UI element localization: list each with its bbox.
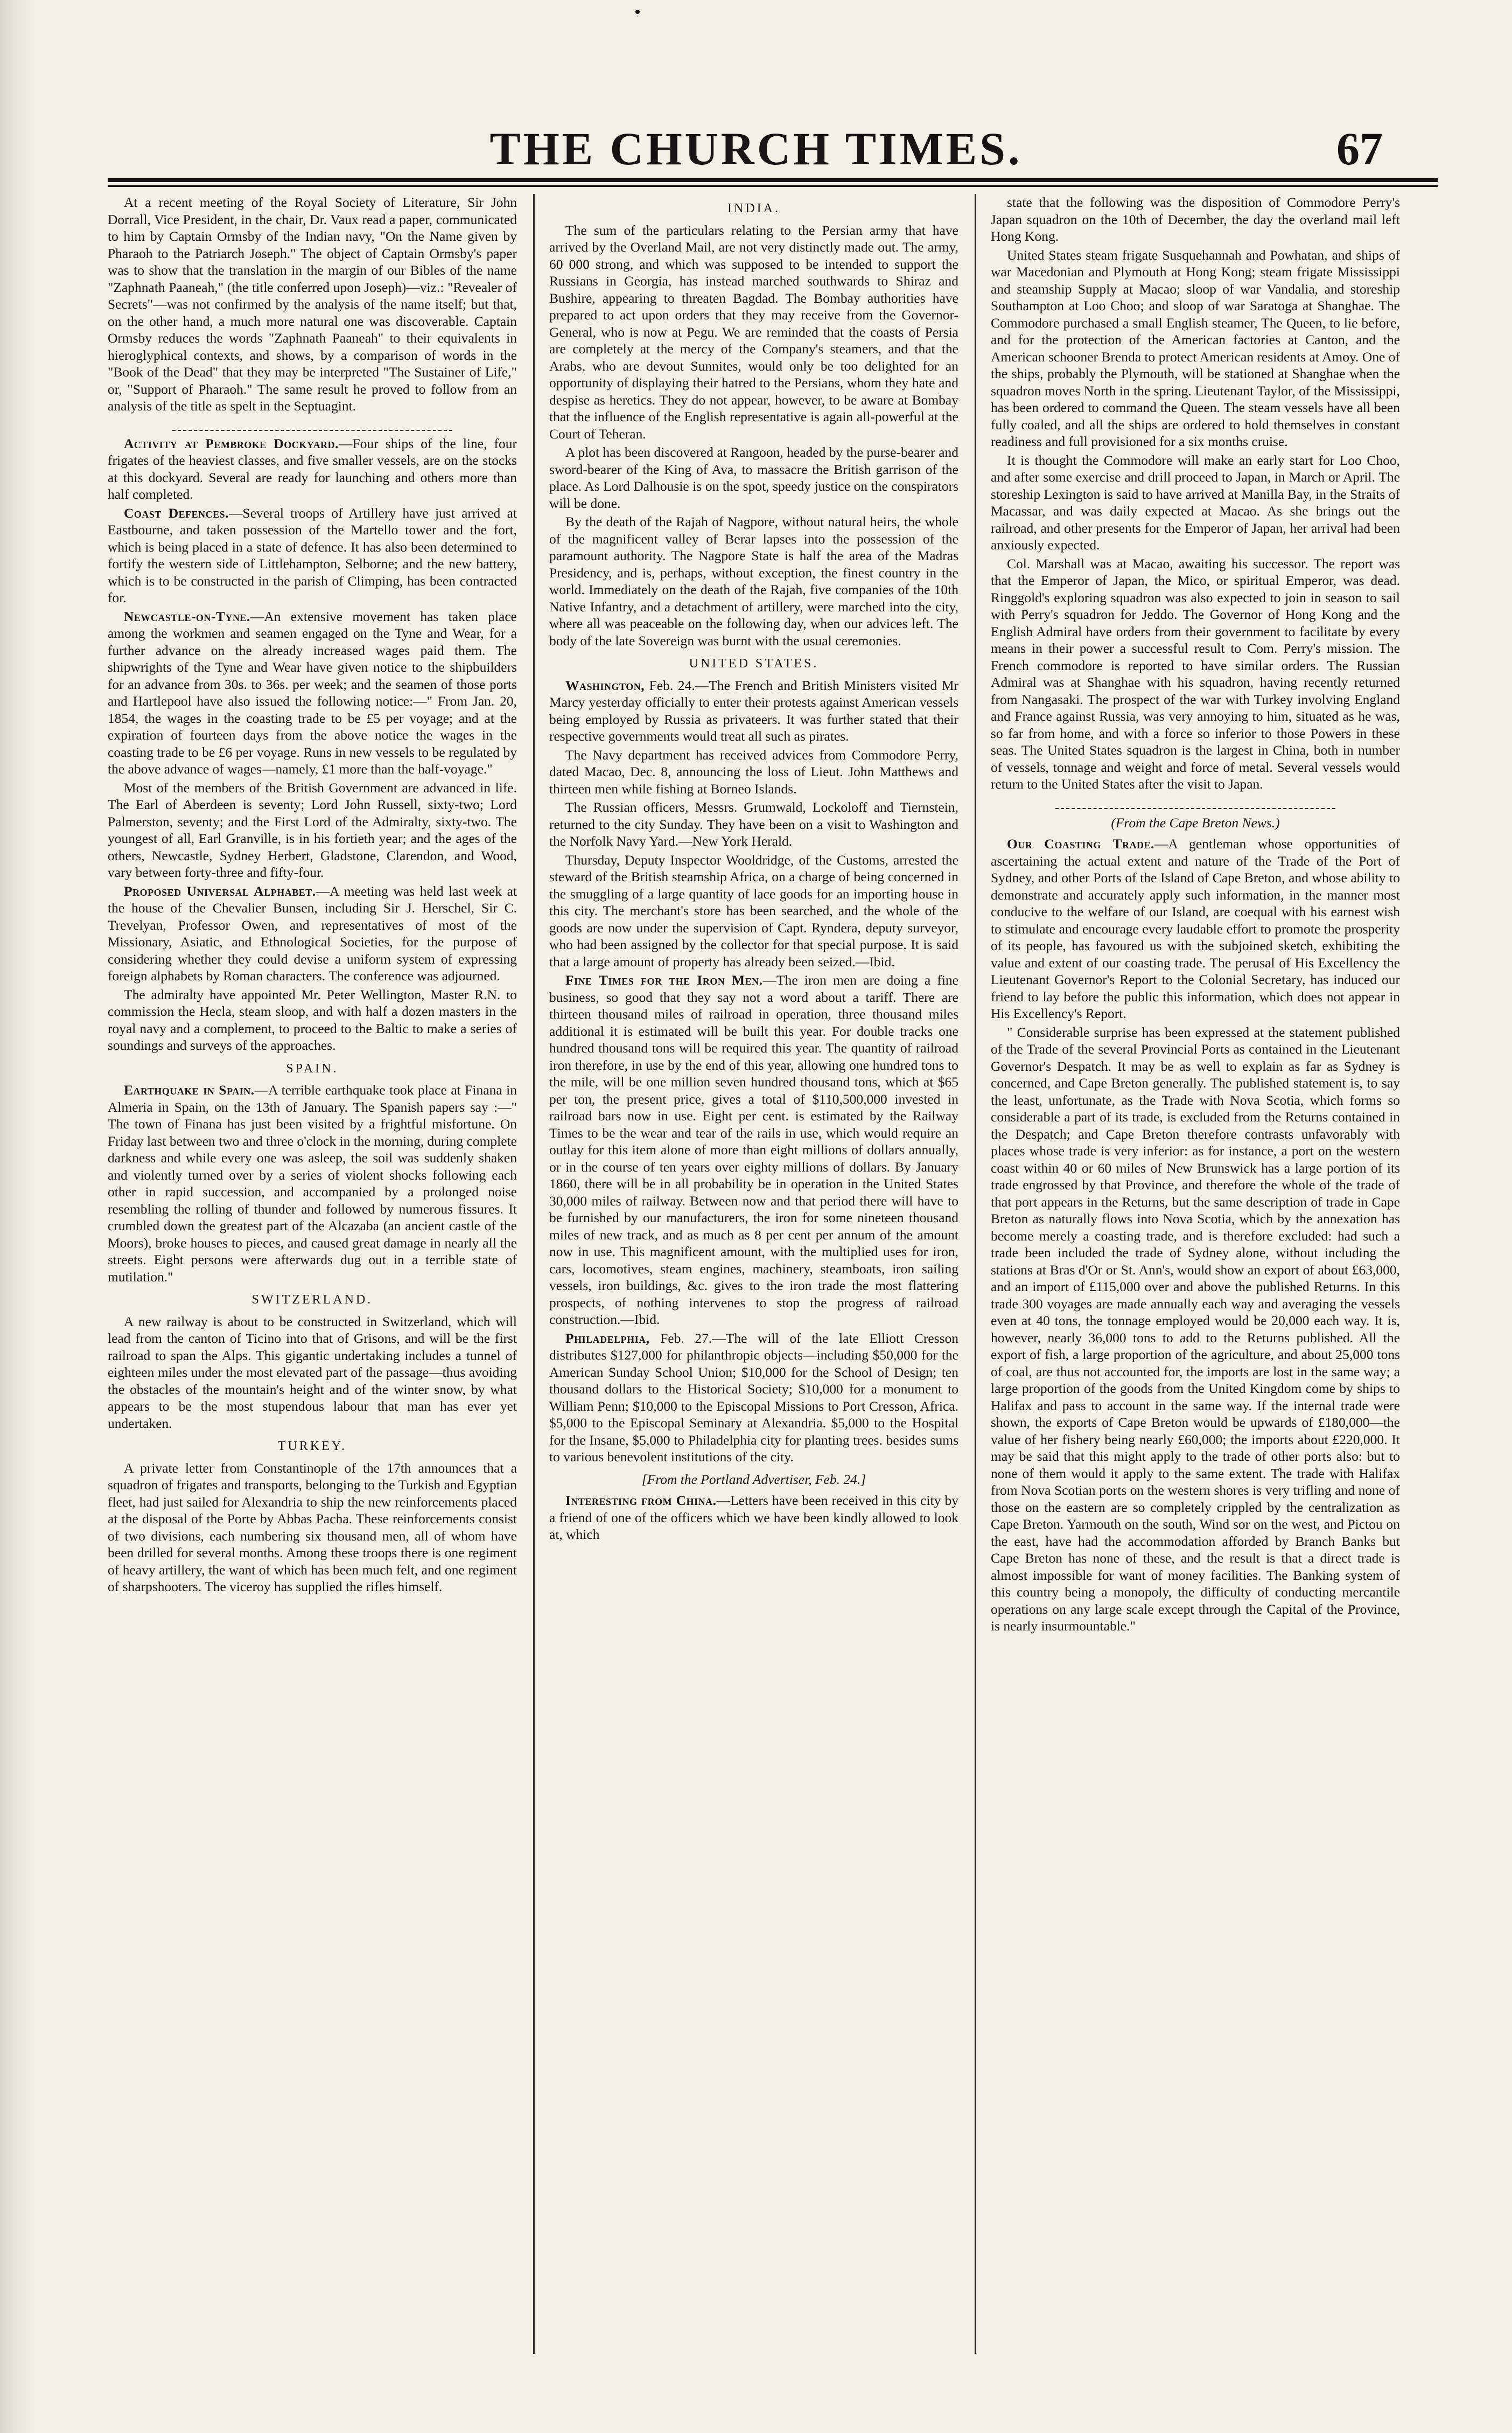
section-heading: TURKEY. (277, 1439, 347, 1453)
article-text: A private letter from Constantinople of the 17th announces that a squadron of frigates and transports, belonging to the Turkish and Egyptian fleet, had just sailed for Alexandria to ship the new reinforcements placed at the disposal of the Porte by Abbas Pacha. These reinforcements consist of two divisions, each numbering six thousand men, all of whom have been drilled for several months. Among these troops there is one regiment of heavy artillery, the want of which has been much felt, and one regiment of sharpshooters. The viceroy has supplied the rifles himself. (108, 1460, 517, 1594)
section-heading: SWITZERLAND. (251, 1293, 373, 1307)
article-text: —Several troops of Artillery have just arrived at Eastbourne, and taken possession of the Martello tower and the fort, which is being placed in a state of defence. It has also been determined to fortify the western side of Littlehampton, Selborne; and the new battery, which is to be constructed in the parish of Climping, has been contracted for. (108, 505, 517, 605)
article-paragraph (108, 986, 517, 1054)
article-text: —The iron men are doing a fine business, so good that they say not a word about a tariff. There are thirteen thousand miles of railroad in operation, three thousand miles additional it is estimated will be built this year. For double tracks one hundred thousand tons will be required this year. The quantity of railroad iron therefore, in use by the end of this year, allowing one hundred tons to the mile, will be one million seven hundred thousand tons, which at $65 per ton, the present price, gives a total of $110,500,000 invested in railroad bars now in use. Eight per cent. is estimated by the Railway Times to be the wear and tear of the rails in use, which would require an outlay for this item alone of more than eight millions of dollars annually, or in the course of ten years over eighty millions of dollars. By January 1860, there will be in all probability be in operation in the United States 30,000 miles of railway. Between now and that period there will have to be furnished by our manufacturers, the iron for some nineteen thousand miles of new track, and as much as 8 per cent per annum of the amount now in use. This magnificent amount, with the multiplied uses for iron, cars, locomotives, steam engines, machinery, steamboats, iron sailing vessels, iron buildings, &c. gives to the iron trade the most flattering prospects, of nothing intervenes to stop the progress of railroad construction.—Ibid. (549, 972, 958, 1327)
article-lead: Interesting from China. (565, 1493, 717, 1508)
masthead (0, 112, 1512, 177)
article-paragraph (108, 505, 517, 606)
article-paragraph (549, 1492, 958, 1543)
article-paragraph (549, 513, 958, 649)
article-lead: Newcastle-on-Tyne. (124, 608, 250, 624)
decorative-divider (1055, 796, 1335, 809)
column-1 (108, 194, 517, 2359)
article-paragraph (108, 1460, 517, 1595)
masthead-rule (108, 178, 1438, 182)
article-paragraph (991, 452, 1400, 554)
section-heading: UNITED STATES. (689, 657, 819, 671)
section-heading: SPAIN. (286, 1061, 339, 1076)
article-lead: Our Coasting Trade. (1007, 836, 1154, 852)
article-paragraph (549, 444, 958, 512)
article-paragraph (108, 1313, 517, 1432)
article-text: —Four ships of the line, four frigates of the heaviest classes, and five smaller vessels, are on the stocks at this dockyard. Several are ready for launching and others more than half completed. (108, 435, 517, 502)
newspaper-title: THE CHURCH TIMES. (489, 123, 1023, 175)
article-text: A new railway is about to be constructed in Switzerland, which will lead from the canton of Ticino into that of Grisons, and will be the first railroad to span the Alps. This gigantic undertaking includes a tunnel of eighteen miles under the most elevated part of the passage—thus avoiding the obstacles of the mountain's height and of the winter snow, by what appears to be the most stupendous labour that man has ever yet undertaken. (108, 1313, 517, 1431)
article-text: state that the following was the disposition of Commodore Perry's Japan squadron on the 10th of December, the day the overland mail left Hong Kong. (991, 194, 1400, 244)
article-lead: Fine Times for the Iron Men. (565, 972, 763, 988)
article-text: The Russian officers, Messrs. Grumwald, Lockoloff and Tiernstein, returned to the city Sunday. They have been on a visit to Washington and the Norfolk Navy Yard.—New York Herald. (549, 799, 958, 849)
ink-speck (635, 10, 640, 14)
article-text: By the death of the Rajah of Nagpore, without natural heirs, the whole of the magnificent valley of Berar lapses into the possession of the paramount authority. The Nagpore State is half the area of the Madras Presidency, and is, perhaps, without exception, the finest country in the world. Immediately on the death of the Rajah, five companies of the 10th Native Infantry, and a detachment of artillery, were marched into the city, where all was peaceable on the following day, when our advices left. The body of the late Sovereign was burnt with the usual ceremonies. (549, 514, 958, 649)
article-paragraph (108, 435, 517, 503)
section-heading: INDIA. (727, 201, 780, 215)
article-paragraph (549, 222, 958, 443)
column-3 (991, 194, 1400, 2359)
article-paragraph (549, 799, 958, 850)
article-text: —An extensive movement has taken place among the workmen and seamen engaged on the Tyne and Wear, for a further advance on the already increased wages paid them. The shipwrights of the Tyne and Wear have given notice to the shipbuilders for an advance from 30s. to 36s. per week; and the seamen of those ports and Hartlepool have also issued the following notice:—" From Jan. 20, 1854, the wages in the coasting trade to be £5 per voyage; and at the expiration of fourteen days from the above notice the wages in the coasting trade to be £6 per voyage. Runs in new vessels to be regulated by the above advance of wages—namely, £1 more than the half-voyage." (108, 608, 517, 777)
column-2 (549, 194, 958, 2359)
article-paragraph (108, 779, 517, 881)
article-paragraph (991, 1024, 1400, 1635)
article-lead: Activity at Pembroke Dockyard. (124, 435, 339, 451)
article-text: United States steam frigate Susquehannah and Powhatan, and ships of war Macedonian and Plymouth at Hong Kong; steam frigate Mississippi and steamship Supply at Macao; sloop of war Vandalia, and storeship Southampton at Loo Choo; and sloop of war Saratoga at Shanghae. The Commodore purchased a small English steamer, The Queen, to lie before, and for the protection of the American factories at Canton, and the American schooner Brenda to protect American residents at Amoy. One of the ships, probably the Plymouth, will be stationed at Shanghae when the squadron moves North in the spring. Lieutenant Taylor, of the Mississippi, has been ordered to command the Queen. The steam vessels have all been fully coaled, and all the ships are ordered to hold themselves in constant readiness and full provisioned for a six months cruise. (991, 247, 1400, 449)
article-text: The admiralty have appointed Mr. Peter Wellington, Master R.N. to commission the Hecla, steam sloop, and with half a dozen masters in the royal navy and a complement, to proceed to the Baltic to make a series of soundings and surveys of the approaches. (108, 986, 517, 1053)
source-credit: [From the Portland Advertiser, Feb. 24.] (641, 1471, 866, 1487)
article-text: It is thought the Commodore will make an early start for Loo Choo, and after some exercise and drill proceed to Japan, in March or April. The storeship Lexington is said to have arrived at Manilla Bay, in the Straits of Macassar, and was daily expected at Macao. As she brings out the railroad, and other presents for the Emperor of Japan, her arrival had been anxiously expected. (991, 452, 1400, 553)
page-number: 67 (1336, 123, 1383, 175)
article-paragraph (549, 1330, 958, 1466)
article-text: The sum of the particulars relating to the Persian army that have arrived by the Overland Mail, are not very distinctly made out. The army, 60 000 strong, and which was supposed to be intended to support the Russians in Georgia, has instead marched southwards to Shiraz and Bushire, appearing to threaten Bagdad. The Bombay authorities have prepared to act upon orders that they may receive from the Governor-General, who is now at Pegu. We are reminded that the coasts of Persia are completely at the mercy of the Company's steamers, and that the Arabs, who are devout Sunnites, would only be too delighted for an opportunity of displaying their hatred to the Persians, whom they hate and despise as heretics. They do not appear, however, to be aware at Bombay that the influence of the English representative is again all-powerful at the Court of Teheran. (549, 222, 958, 442)
article-lead: Proposed Universal Alphabet. (124, 883, 316, 899)
article-paragraph (991, 194, 1400, 245)
article-text: —A gentleman whose opportunities of ascertaining the actual extent and nature of the Trade of the Port of Sydney, and other Ports of the Island of Cape Breton, and whose ability to demonstrate and accurately apply such information, in the manner most conducive to the welfare of our Island, are coequal with his earnest wish to stimulate and encourage every laudable effort to promote the prosperity of its people, has favoured us with the subjoined sketch, exhibiting the value and extent of our coasting trade. The perusal of His Excellency the Lieutenant Governor's Report to the Colonial Secretary, has induced our friend to lay before the public this information, which does not appear in His Excellency's Report. (991, 836, 1400, 1021)
source-credit: (From the Cape Breton News.) (1111, 814, 1280, 831)
article-text: Most of the members of the British Government are advanced in life. The Earl of Aberdeen is seventy; Lord John Russell, sixty-two; Lord Palmerston, seventy; and the First Lord of the Admiralty, sixty-two. The youngest of all, Earl Granville, is in his fortieth year; and the ages of the others, Newcastle, Sydney Herbert, Gladstone, Clarendon, and Wood, vary between forty-three and fifty-four. (108, 779, 517, 880)
article-paragraph (991, 555, 1400, 793)
article-paragraph (549, 747, 958, 798)
article-lead: Earthquake in Spain. (124, 1082, 255, 1098)
article-text: A plot has been discovered at Rangoon, headed by the purse-bearer and sword-bearer of the King of Ava, to massacre the British garrison of the place. As Lord Dalhousie is on the spot, speedy justice on the conspirators will be done. (549, 444, 958, 511)
article-text: The Navy department has received advices from Commodore Perry, dated Macao, Dec. 8, announcing the loss of Lieut. John Matthews and thirteen men while fishing at Borneo Islands. (549, 747, 958, 797)
article-text: " Considerable surprise has been expressed at the statement published of the Trade of the several Provincial Ports as contained in the Lieutenant Governor's Despatch. It may be as well to explain as far as Sydney is concerned, and Cape Breton generally. The published statement is, to say the least, unfortunate, as the Trade with Nova Scotia, which forms so considerable a part of its trade, is excluded from the Returns contained in the Despatch; and Cape Breton therefore contrasts unfavorably with places whose trade is very inferior: as for instance, a port on the western coast within 40 or 60 miles of New Brunswick has a large portion of its trade engrossed by that Province, and therefore the whole of the trade of that port appears in the Returns, but the same description of trade in Cape Breton as naturally flows into Nova Scotia, which by the annexation has become merely a coasting trade, and is therefore excluded: had such a trade been included the trade of Sydney alone, without including the stations at Bras d'Or or St. Ann's, would show an export of about £63,000, and an import of £115,000 over and above the published Returns. In this trade 300 voyages are made annually each way and averaging the vessels even at 40 tons, the tonnage employed would be 20,000 each way. It is, however, nearly 36,000 tons to add to the Returns published. All the export of fish, a large proportion of the agriculture, and about 25,000 tons of coal, are thus not accounted for, the imports are lost in the same way; a large proportion of the goods from the United Kingdom come by ships to Halifax and pass to account in the same way. If the internal trade were shown, the exports of Cape Breton would be upwards of £180,000—the value of her fishery being nearly £60,000; the imports about £220,000. It may be said that this might apply to the trade of other ports also: but to none of them would it apply to the same extent. The trade with Halifax from Nova Scotian ports on the western shores is very trifling and none of those on the eastern are so completely crippled by the centralization as Cape Breton. Yarmouth on the south, Wind sor on the west, and Pictou on the east, have had the accommodation afforded by Branch Banks but Cape Breton has none of these, and the result is that a direct trade is almost impossible for want of money facilities. The Banking system of this country being a monopoly, the difficulty of conducting mercantile operations on any large scale except through the Capital of the Province, is nearly insurmountable." (991, 1024, 1400, 1634)
article-paragraph (549, 972, 958, 1328)
article-text: Thursday, Deputy Inspector Wooldridge, of the Customs, arrested the steward of the British steamship Africa, on a charge of being concerned in the smuggling of a large quantity of lace goods for an importing house in this city. The merchant's store has been searched, and the whole of the goods are now under the supervision of Capt. Ryndera, deputy surveyor, who had been assigned by the collector for that special purpose. It is said that a large amount of property has already been seized.—Ibid. (549, 852, 958, 970)
page-edge-shadow (0, 0, 32, 2433)
article-paragraph (108, 883, 517, 985)
article-text: —A terrible earthquake took place at Finana in Almeria in Spain, on the 13th of January. The Spanish papers say :—" The town of Finana has just been visited by a frightful misfortune. On Friday last between two and three o'clock in the morning, during complete darkness and while every one was asleep, the soil was suddenly shaken and violently turned over by a series of violent shocks following each other in rapid succession, and accompanied by a prolonged noise resembling the rolling of thunder and followed by numerous fissures. It crumbled down the greatest part of the Alcazaba (an ancient castle of the Moors), broke houses to pieces, and caused great damage in nearly all the streets. Eight persons were afterwards dug out in a terrible state of mutilation." (108, 1082, 517, 1285)
article-lead: Washington, (565, 677, 645, 693)
article-text: At a recent meeting of the Royal Society of Literature, Sir John Dorrall, Vice President, in the chair, Dr. Vaux read a paper, communicated to him by Captain Ormsby of the Indian navy, "On the Name given by Pharaoh to the Patriarch Joseph." The object of Captain Ormsby's paper was to show that the translation in the margin of our Bibles of the name "Zaphnath Paaneah," (the title conferred upon Joseph)—viz.: "Revealer of Secrets"—was not confirmed by the analysis of the name itself; but that, on the other hand, a much more natural one was discoverable. Captain Ormsby reduces the words "Zaphnath Paaneah" to their equivalents in hieroglyphical contexts, and shows, by a comparison of words in the "Book of the Dead" that they may be interpreted "The Sustainer of Life," or, "Support of Pharaoh." The same result he proved to follow from an analysis of the title as spelt in the Septuagint. (108, 194, 517, 414)
article-paragraph (549, 852, 958, 971)
article-paragraph (108, 1082, 517, 1285)
article-text: Feb. 27.—The will of the late Elliott Cresson distributes $127,000 for philanthropic objects—including $50,000 for the American Sunday School Union; $10,000 for the School of Design; ten thousand dollars to the Historical Society; $10,000 for a monument to William Penn; $10,000 to the Episcopal Missions to Port Cresson, Africa. $5,000 to the Episcopal Seminary at Alexandria. $5,000 to the Hospital for the Insane, $5,000 to Philadelphia city for planting trees. besides sums to various benevolent institutions of the city. (549, 1330, 958, 1465)
article-paragraph (108, 194, 517, 415)
column-divider-2 (975, 194, 976, 2354)
article-paragraph (991, 835, 1400, 1022)
article-lead: Philadelphia, (565, 1330, 650, 1346)
article-text: Col. Marshall was at Macao, awaiting his successor. The report was that the Emperor of Japan, the Mico, or spiritual Emperor, was dead. Ringgold's exploring squadron was also expected to join in season to sail with Perry's squadron for Jeddo. The Governor of Hong Kong and the English Admiral have orders from their government to facilitate by every means in their power a successful result to Com. Perry's mission. The French commodore is reported to have similar orders. The Russian Admiral was at Shanghae with his squadron, having recently returned from Nangasaki. The prospect of the war with Turkey involving England and France against Russia, was very annoying to him, situated as he was, so far from home, and with a force so inferior to those Powers in these seas. The United States squadron is the largest in China, both in number of vessels, tonnage and weight and force of metal. Several vessels would return to the United States after the visit to Japan. (991, 555, 1400, 792)
article-text: —Letters have been received in this city by a friend of one of the officers which we have been kindly allowed to look at, which (549, 1493, 958, 1542)
article-lead: Coast Defences. (124, 505, 229, 521)
article-paragraph (108, 608, 517, 778)
masthead-rule-thin (108, 185, 1438, 187)
article-paragraph (549, 677, 958, 745)
column-divider-1 (533, 194, 535, 2354)
decorative-divider (172, 418, 452, 431)
article-text: Feb. 24.—The French and British Ministers visited Mr Marcy yesterday officially to enter their protests against American vessels being employed by Russia as privateers. It was further stated that their respective governments would treat all such as pirates. (549, 677, 958, 744)
article-text: —A meeting was held last week at the house of the Chevalier Bunsen, including Sir J. Herschel, Sir C. Trevelyan, Professor Owen, and representatives of most of the Missionary, Asiatic, and Ethnological Societies, for the purpose of considering whether they could devise a uniform system of expressing foreign alphabets by Roman characters. The conference was adjourned. (108, 883, 517, 984)
article-paragraph (991, 247, 1400, 450)
